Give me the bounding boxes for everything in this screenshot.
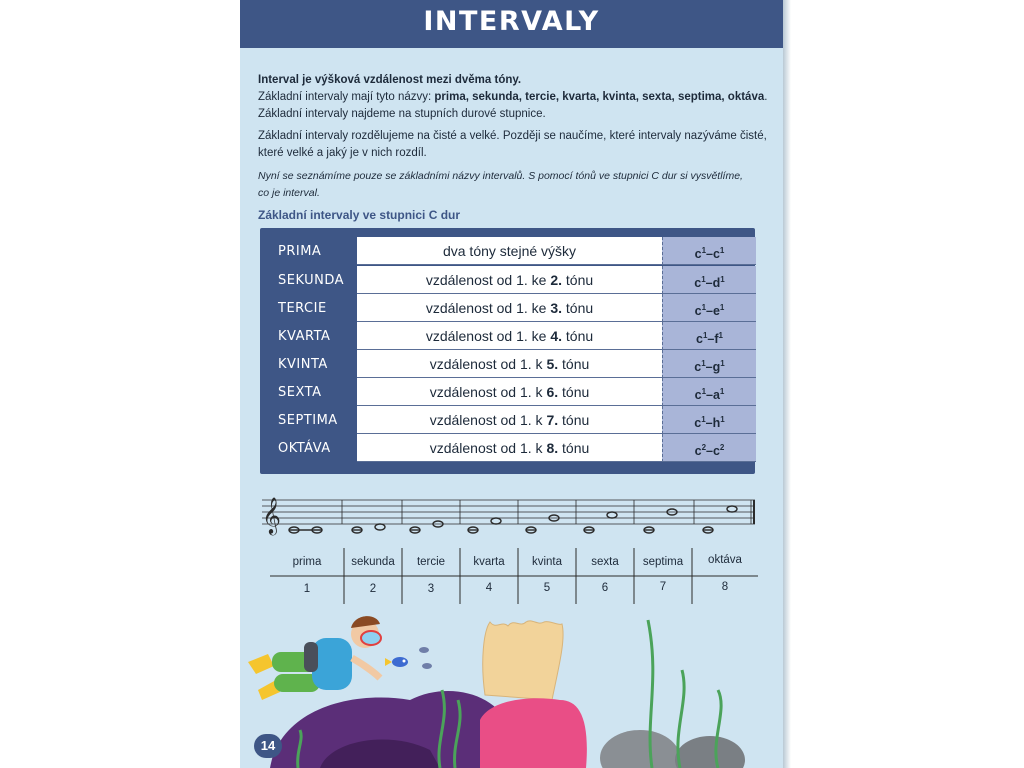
interval-notes: $c^1-c^1$ xyxy=(662,237,756,265)
interval-name: TERCIE xyxy=(278,301,327,316)
intervals-table xyxy=(260,228,755,474)
para3-line2: co je interval. xyxy=(258,187,320,199)
table-title: Základní intervaly ve stupnici C dur xyxy=(258,208,461,222)
interval-number-cell: 1 xyxy=(303,583,311,595)
note-icon xyxy=(727,506,737,512)
interval-name: SEKUNDA xyxy=(278,273,345,288)
coral-illustration xyxy=(480,698,587,768)
fish-icon xyxy=(385,657,408,667)
table-row xyxy=(260,434,755,462)
interval-name-cell: prima xyxy=(292,556,322,568)
note-icon xyxy=(375,524,385,530)
page-header xyxy=(240,0,783,48)
interval-notes: $c^1-d^1$ xyxy=(662,266,756,294)
underwater-illustration xyxy=(240,600,783,768)
interval-notes: $c^1-g^1$ xyxy=(662,350,756,378)
coral-illustration xyxy=(483,621,563,700)
interval-name: KVINTA xyxy=(278,357,328,372)
book-page xyxy=(240,0,783,768)
interval-name: SEPTIMA xyxy=(278,413,338,428)
page-title: INTERVALY xyxy=(423,6,600,37)
interval-number-cell: 5 xyxy=(543,582,551,594)
interval-description: vzdálenost od 1. ke 2. tónu xyxy=(357,266,662,294)
intro-line3: Základní intervaly najdeme na stupních durové stupnice. xyxy=(258,108,546,120)
interval-number-cell: 7 xyxy=(659,581,667,593)
interval-grid-lines xyxy=(270,546,758,606)
interval-description: vzdálenost od 1. k 6. tónu xyxy=(357,378,662,406)
interval-name: SEXTA xyxy=(278,385,322,400)
music-staff xyxy=(262,496,757,536)
interval-number-cell: 4 xyxy=(485,582,493,594)
interval-notes: $c^1-e^1$ xyxy=(662,294,756,322)
interval-name-cell: sexta xyxy=(591,556,619,568)
interval-name: OKTÁVA xyxy=(278,441,331,456)
interval-name-cell: sekunda xyxy=(351,556,395,568)
interval-number-cell: 8 xyxy=(721,581,729,593)
intro-names-suffix: . xyxy=(764,91,768,103)
interval-description: vzdálenost od 1. k 8. tónu xyxy=(357,434,662,462)
page-edge-shadow xyxy=(783,0,791,768)
interval-notes: $c^1-f^1$ xyxy=(662,322,756,350)
note-icon xyxy=(607,512,617,518)
interval-name-cell: oktáva xyxy=(708,554,742,566)
interval-notes: $c^1-h^1$ xyxy=(662,406,756,434)
interval-name: PRIMA xyxy=(278,244,322,259)
treble-clef-icon: 𝄞 xyxy=(262,496,281,534)
note-icon xyxy=(491,518,501,524)
table-row xyxy=(260,350,755,378)
interval-notes: $c^2-c^2$ xyxy=(662,434,756,462)
interval-name-cell: tercie xyxy=(416,556,446,568)
interval-description: vzdálenost od 1. k 7. tónu xyxy=(357,406,662,434)
table-row xyxy=(260,237,755,265)
interval-number-cell: 6 xyxy=(601,582,609,594)
intro-paragraph xyxy=(258,72,767,123)
table-row xyxy=(260,322,755,350)
interval-description: vzdálenost od 1. ke 4. tónu xyxy=(357,322,662,350)
para3-line1: Nyní se seznámíme pouze se základními názvy intervalů. S pomocí tónů ve stupnici C dur si vysvětlíme, xyxy=(258,170,743,182)
interval-name-cell: kvinta xyxy=(531,556,563,568)
interval-number-cell: 3 xyxy=(427,583,435,595)
interval-name: KVARTA xyxy=(278,329,331,344)
intro-paragraph-3 xyxy=(258,168,743,202)
intro-paragraph-2 xyxy=(258,128,767,162)
interval-description: vzdálenost od 1. k 5. tónu xyxy=(357,350,662,378)
interval-name-cell: kvarta xyxy=(473,556,505,568)
table-row xyxy=(260,406,755,434)
interval-name-cell: septima xyxy=(642,556,684,568)
interval-notes: $c^1-a^1$ xyxy=(662,378,756,406)
fish-icon xyxy=(419,647,432,669)
interval-description: vzdálenost od 1. ke 3. tónu xyxy=(357,294,662,322)
interval-number-cell: 2 xyxy=(369,583,377,595)
intro-definition: Interval je výšková vzdálenost mezi dvěma tóny. xyxy=(258,74,522,86)
table-row xyxy=(260,266,755,294)
intro-names-prefix: Základní intervaly mají tyto názvy: xyxy=(258,91,435,103)
interval-description: dva tóny stejné výšky xyxy=(357,237,662,265)
table-row xyxy=(260,378,755,406)
intro-names: prima, sekunda, tercie, kvarta, kvinta, sexta, septima, oktáva xyxy=(434,91,765,103)
diver-illustration xyxy=(248,616,381,700)
para2-line1: Základní intervaly rozdělujeme na čisté a velké. Později se naučíme, které intervaly nazýváme čisté, xyxy=(258,130,767,142)
table-row xyxy=(260,294,755,322)
rock-illustration xyxy=(600,730,680,768)
para2-line2: které velké a jaký je v nich rozdíl. xyxy=(258,147,427,159)
page-number: 14 xyxy=(254,734,282,758)
